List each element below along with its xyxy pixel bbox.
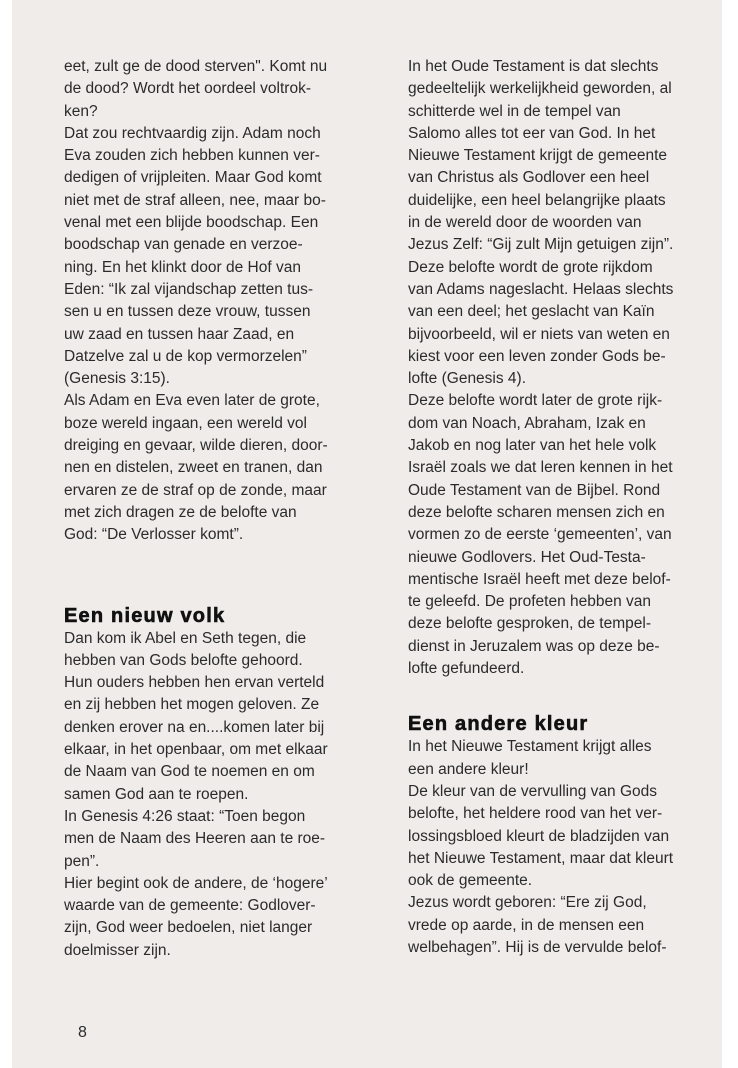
text-line: deze belofte scharen mensen zich en [408, 503, 665, 521]
text-line: met zich dragen ze de belofte van [64, 503, 297, 521]
text-line: welbehagen”. Hij is de vervulde belof- [408, 938, 667, 956]
text-line: Eden: “Ik zal vijandschap zetten tus- [64, 280, 313, 298]
text-line: een andere kleur! [408, 760, 529, 778]
text-line: Hier begint ook de andere, de ‘hogere’ [64, 874, 328, 892]
text-line: denken erover na en....komen later bij [64, 718, 325, 736]
text-line: Hun ouders hebben hen ervan verteld [64, 674, 325, 692]
text-line: ervaren ze de straf op de zonde, maar [64, 481, 327, 499]
text-line: In Genesis 4:26 staat: “Toen begon [64, 807, 306, 825]
text-line: mentische Israël heeft met deze belof- [408, 570, 671, 588]
text-line: Dat zou rechtvaardig zijn. Adam noch [64, 124, 321, 142]
text-line: samen God aan te roepen. [64, 785, 249, 803]
text-line: elkaar, in het openbaar, om met elkaar [64, 741, 328, 759]
section-heading: Een andere kleur [408, 713, 589, 736]
text-line: Salomo alles tot eer van God. In het [408, 124, 656, 142]
text-line: In het Oude Testament is dat slechts [408, 58, 659, 75]
text-line: Deze belofte wordt later de grote rijk- [408, 392, 663, 410]
text-line: lossingsbloed kleurt de bladzijden van [408, 827, 670, 845]
text-line: men de Naam des Heeren aan te roe- [64, 830, 326, 848]
text-line: duidelijke, een heel belangrijke plaats [408, 191, 666, 209]
text-line: niet met de straf alleen, nee, maar bo- [64, 191, 326, 209]
left-column [64, 56, 394, 962]
text-line: van Christus als Godlover een heel [408, 169, 650, 187]
text-line: van Adams nageslacht. Helaas slechts [408, 280, 674, 298]
text-line: de Naam van God te noemen en om [64, 763, 315, 781]
text-line: sen u en tussen deze vrouw, tussen [64, 303, 311, 321]
text-line: nen en distelen, zweet en tranen, dan [64, 459, 323, 477]
text-line: Deze belofte wordt de grote rijkdom [408, 258, 653, 276]
text-line: dreiging en gevaar, wilde dieren, door- [64, 437, 328, 455]
text-line: lofte (Genesis 4). [408, 370, 527, 388]
text-line: doelmisser zijn. [64, 941, 171, 959]
text-line: gedeeltelijk werkelijkheid geworden, al [408, 80, 672, 98]
text-line: venal met een blijde boodschap. Een [64, 214, 319, 232]
text-line: belofte, het heldere rood van het ver- [408, 805, 663, 823]
text-line: lofte gefundeerd. [408, 660, 525, 678]
text-line: deze belofte gesproken, de tempel- [408, 615, 651, 633]
text-line: Als Adam en Eva even later de grote, [64, 392, 320, 410]
text-line: dienst in Jeruzalem was op deze be- [408, 637, 660, 655]
text-line: in de wereld door de woorden van [408, 214, 642, 232]
text-line: ken? [64, 102, 98, 120]
text-line: De kleur van de vervulling van Gods [408, 782, 657, 800]
text-line: schitterde wel in de tempel van [408, 102, 621, 120]
text-line: Oude Testament van de Bijbel. Rond [408, 481, 661, 499]
text-line: bijvoorbeeld, wil er niets van weten en [408, 325, 670, 343]
text-line: te geleefd. De profeten hebben van [408, 593, 652, 611]
text-line: pen”. [64, 852, 100, 870]
text-line: boze wereld ingaan, een wereld vol [64, 414, 307, 432]
text-line: het Nieuwe Testament, maar dat kleurt [408, 849, 674, 867]
text-line: Nieuwe Testament krijgt de gemeente [408, 147, 668, 165]
text-line: vormen zo de eerste ‘gemeenten’, van [408, 526, 672, 544]
text-line: nieuwe Godlovers. Het Oud-Testa- [408, 548, 646, 566]
text-line: en zij hebben het mogen geloven. Ze [64, 696, 320, 714]
text-line: ook de gemeente. [408, 872, 533, 890]
right-column [408, 56, 738, 959]
text-line: dedigen of vrijpleiten. Maar God komt [64, 169, 322, 187]
text-line: Israël zoals we dat leren kennen in het [408, 459, 673, 477]
text-line: hebben van Gods belofte gehoord. [64, 651, 303, 669]
text-line: boodschap van genade en verzoe- [64, 236, 303, 254]
text-line: zijn, God weer bedoelen, niet langer [64, 919, 313, 937]
text-line: waarde van de gemeente: Godlover- [64, 897, 316, 915]
text-line: Jezus Zelf: “Gij zult Mijn getuigen zijn”. [408, 236, 674, 254]
page-number: 8 [78, 1024, 87, 1041]
text-line: uw zaad en tussen haar Zaad, en [64, 325, 295, 343]
text-line: ning. En het klinkt door de Hof van [64, 258, 301, 276]
text-line: God: “De Verlosser komt”. [64, 526, 244, 544]
book-page [12, 0, 722, 1068]
text-line: Jakob en nog later van het hele volk [408, 437, 657, 455]
text-line: vrede op aarde, in de mensen een [408, 916, 645, 934]
text-line: eet, zult ge de dood sterven". Komt nu [64, 58, 328, 75]
text-line: Datzelve zal u de kop vermorzelen” [64, 347, 307, 365]
text-line: In het Nieuwe Testament krijgt alles [408, 738, 652, 756]
text-line: Eva zouden zich hebben kunnen ver- [64, 147, 320, 165]
text-line: van een deel; het geslacht van Kaïn [408, 303, 655, 321]
section-heading: Een nieuw volk [64, 604, 226, 627]
text-line: kiest voor een leven zonder Gods be- [408, 347, 666, 365]
text-line: Dan kom ik Abel en Seth tegen, die [64, 629, 307, 647]
text-line: dom van Noach, Abraham, Izak en [408, 414, 646, 432]
text-line: Jezus wordt geboren: “Ere zij God, [408, 894, 647, 912]
text-line: (Genesis 3:15). [64, 370, 170, 388]
text-line: de dood? Wordt het oordeel voltrok- [64, 80, 312, 98]
